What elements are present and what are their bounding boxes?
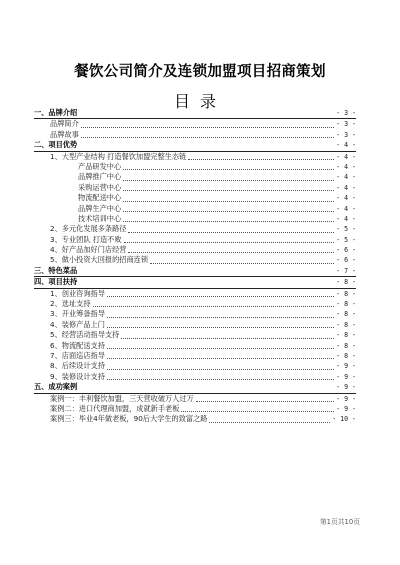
toc-entry[interactable]	[34, 330, 356, 340]
toc-leader-dots	[188, 159, 334, 160]
toc-entry[interactable]	[34, 140, 356, 151]
toc-entry-page: - 5 -	[336, 235, 356, 244]
toc-entry-label: 7、店面巡店指导	[50, 350, 105, 360]
toc-entry[interactable]	[34, 130, 356, 140]
toc-entry-label: 物流配送中心	[78, 193, 122, 203]
toc-entry[interactable]	[34, 193, 356, 203]
toc-leader-dots	[81, 137, 334, 138]
toc-entry-page: - 9 -	[336, 362, 356, 371]
toc-entry-page: - 3 -	[336, 108, 356, 117]
toc-leader-dots	[107, 369, 334, 370]
toc-entry-page: - 5 -	[336, 225, 356, 234]
toc-entry-label: 6、物流配送支持	[50, 340, 105, 350]
toc-heading: 目录	[173, 92, 226, 111]
toc-leader-dots	[107, 317, 334, 318]
page-footer: 第1页共10页	[319, 518, 360, 526]
toc-entry-page: - 8 -	[336, 310, 356, 319]
toc-entry-page: - 4 -	[336, 162, 356, 171]
toc-entry-page: - 4 -	[336, 194, 356, 203]
toc-entry-page: - 8 -	[336, 331, 356, 340]
toc-entry-page: - 8 -	[336, 289, 356, 298]
toc-leader-dots	[123, 201, 334, 202]
toc-entry[interactable]	[34, 372, 356, 382]
toc-entry[interactable]	[34, 341, 356, 351]
toc-entry-page: - 9 -	[336, 372, 356, 381]
toc-leader-dots	[123, 180, 334, 181]
toc-leader-dots	[81, 127, 334, 128]
toc-entry-label: 4、装修产品上门	[50, 319, 105, 329]
toc-entry[interactable]	[34, 404, 356, 414]
toc-entry-label: 2、多元化发展多条路径	[50, 224, 127, 234]
toc-entry[interactable]	[34, 152, 356, 162]
toc-entry-page: - 8 -	[336, 351, 356, 360]
toc-leader-dots	[128, 252, 334, 253]
toc-entry[interactable]	[34, 382, 356, 393]
toc-entry[interactable]	[34, 309, 356, 319]
toc-leader-dots	[150, 263, 334, 264]
toc-entry-label: 四、项目扶持	[34, 277, 78, 287]
toc-entry[interactable]	[34, 162, 356, 172]
toc-entry-label: 5、经营活动指导支持	[50, 330, 120, 340]
toc-leader-dots	[107, 379, 334, 380]
toc-entry-label: 五、成功案例	[34, 382, 78, 392]
toc-entry[interactable]	[34, 299, 356, 309]
toc-entry[interactable]	[34, 255, 356, 265]
toc-leader-dots	[107, 327, 334, 328]
toc-entry-label: 品牌推广中心	[78, 172, 122, 182]
toc-entry-page: - 9 -	[336, 404, 356, 413]
toc-entry-label: 案例二：进口代理商加盟，成就新手老板	[50, 403, 180, 413]
toc-entry[interactable]	[34, 214, 356, 224]
toc-entry[interactable]	[34, 183, 356, 193]
toc-leader-dots	[107, 358, 334, 359]
toc-entry-label: 9、装修设计支持	[50, 371, 105, 381]
toc-entry-label: 品牌生产中心	[78, 203, 122, 213]
toc-entry-label: 2、选址支持	[50, 299, 91, 309]
toc-leader-dots	[124, 242, 335, 243]
toc-entry-page: - 4 -	[336, 204, 356, 213]
toc-leader-dots	[93, 306, 335, 307]
toc-entry-label: 采购运营中心	[78, 182, 122, 192]
toc-leader-dots	[107, 296, 334, 297]
toc-entry-label: 1、大型产业结构 打造餐饮加盟完整生态链	[50, 151, 187, 161]
toc-entry-page: - 8 -	[336, 300, 356, 309]
toc-entry[interactable]	[34, 235, 356, 245]
toc-entry-label: 3、专业团队 打造不败	[50, 234, 122, 244]
toc-entry-label: 4、好产品加好门店经营	[50, 245, 127, 255]
toc-leader-dots	[123, 221, 334, 222]
toc-leader-dots	[128, 232, 334, 233]
toc-entry[interactable]	[34, 361, 356, 371]
toc-entry-page: - 6 -	[336, 256, 356, 265]
toc-entry[interactable]	[34, 204, 356, 214]
toc-entry-label: 1、创业咨询指导	[50, 288, 105, 298]
toc-entry[interactable]	[34, 108, 356, 119]
toc-entry-label: 一、品牌介绍	[34, 107, 78, 117]
toc-entry-page: - 9 -	[336, 394, 356, 403]
toc-entry-label: 品牌简介	[50, 119, 79, 129]
toc-leader-dots	[209, 422, 330, 423]
table-of-contents	[34, 108, 356, 425]
toc-entry-page: - 4 -	[336, 152, 356, 161]
toc-leader-dots	[123, 190, 334, 191]
toc-entry-label: 案例三：毕业4年做老板，90后大学生的致富之路	[50, 414, 208, 424]
toc-entry-page: - 4 -	[336, 173, 356, 182]
toc-entry-label: 技术培训中心	[78, 213, 122, 223]
toc-entry-page: - 7 -	[336, 266, 356, 275]
toc-entry-label: 8、后续设计支持	[50, 361, 105, 371]
document-title: 餐饮公司简介及连锁加盟项目招商策划	[74, 64, 326, 80]
toc-entry[interactable]	[34, 414, 356, 424]
toc-entry-page: - 8 -	[336, 278, 356, 287]
toc-entry-label: 5、做小投资大回报的招商连锁	[50, 255, 149, 265]
toc-leader-dots	[181, 411, 334, 412]
toc-entry-page: - 8 -	[336, 341, 356, 350]
toc-entry[interactable]	[34, 266, 356, 277]
toc-entry-label: 品牌故事	[50, 129, 79, 139]
toc-entry[interactable]	[34, 172, 356, 182]
toc-entry-page: - 4 -	[336, 214, 356, 223]
toc-entry[interactable]	[34, 277, 356, 288]
toc-entry[interactable]	[34, 351, 356, 361]
toc-entry-page: - 4 -	[336, 141, 356, 150]
toc-leader-dots	[107, 348, 334, 349]
toc-leader-dots	[196, 401, 334, 402]
toc-entry[interactable]	[34, 224, 356, 234]
toc-entry[interactable]	[34, 289, 356, 299]
toc-entry-label: 案例一：丰利餐饮加盟，三天营收破万人过万	[50, 393, 194, 403]
toc-entry-page: - 9 -	[336, 383, 356, 392]
toc-leader-dots	[123, 169, 334, 170]
toc-entry-label: 三、特色菜品	[34, 265, 78, 275]
toc-entry-page: - 8 -	[336, 320, 356, 329]
toc-entry[interactable]	[34, 320, 356, 330]
toc-entry[interactable]	[34, 119, 356, 129]
toc-entry-page: - 3 -	[336, 120, 356, 129]
toc-entry-page: - 3 -	[336, 130, 356, 139]
toc-entry-label: 3、开业筹备指导	[50, 309, 105, 319]
toc-entry-label: 产品研发中心	[78, 161, 122, 171]
toc-entry-page: - 10 -	[332, 415, 356, 424]
toc-entry-page: - 4 -	[336, 183, 356, 192]
toc-leader-dots	[123, 211, 334, 212]
toc-entry-page: - 6 -	[336, 246, 356, 255]
toc-leader-dots	[121, 338, 334, 339]
toc-entry[interactable]	[34, 394, 356, 404]
toc-entry[interactable]	[34, 245, 356, 255]
toc-entry-label: 二、项目优势	[34, 140, 78, 150]
